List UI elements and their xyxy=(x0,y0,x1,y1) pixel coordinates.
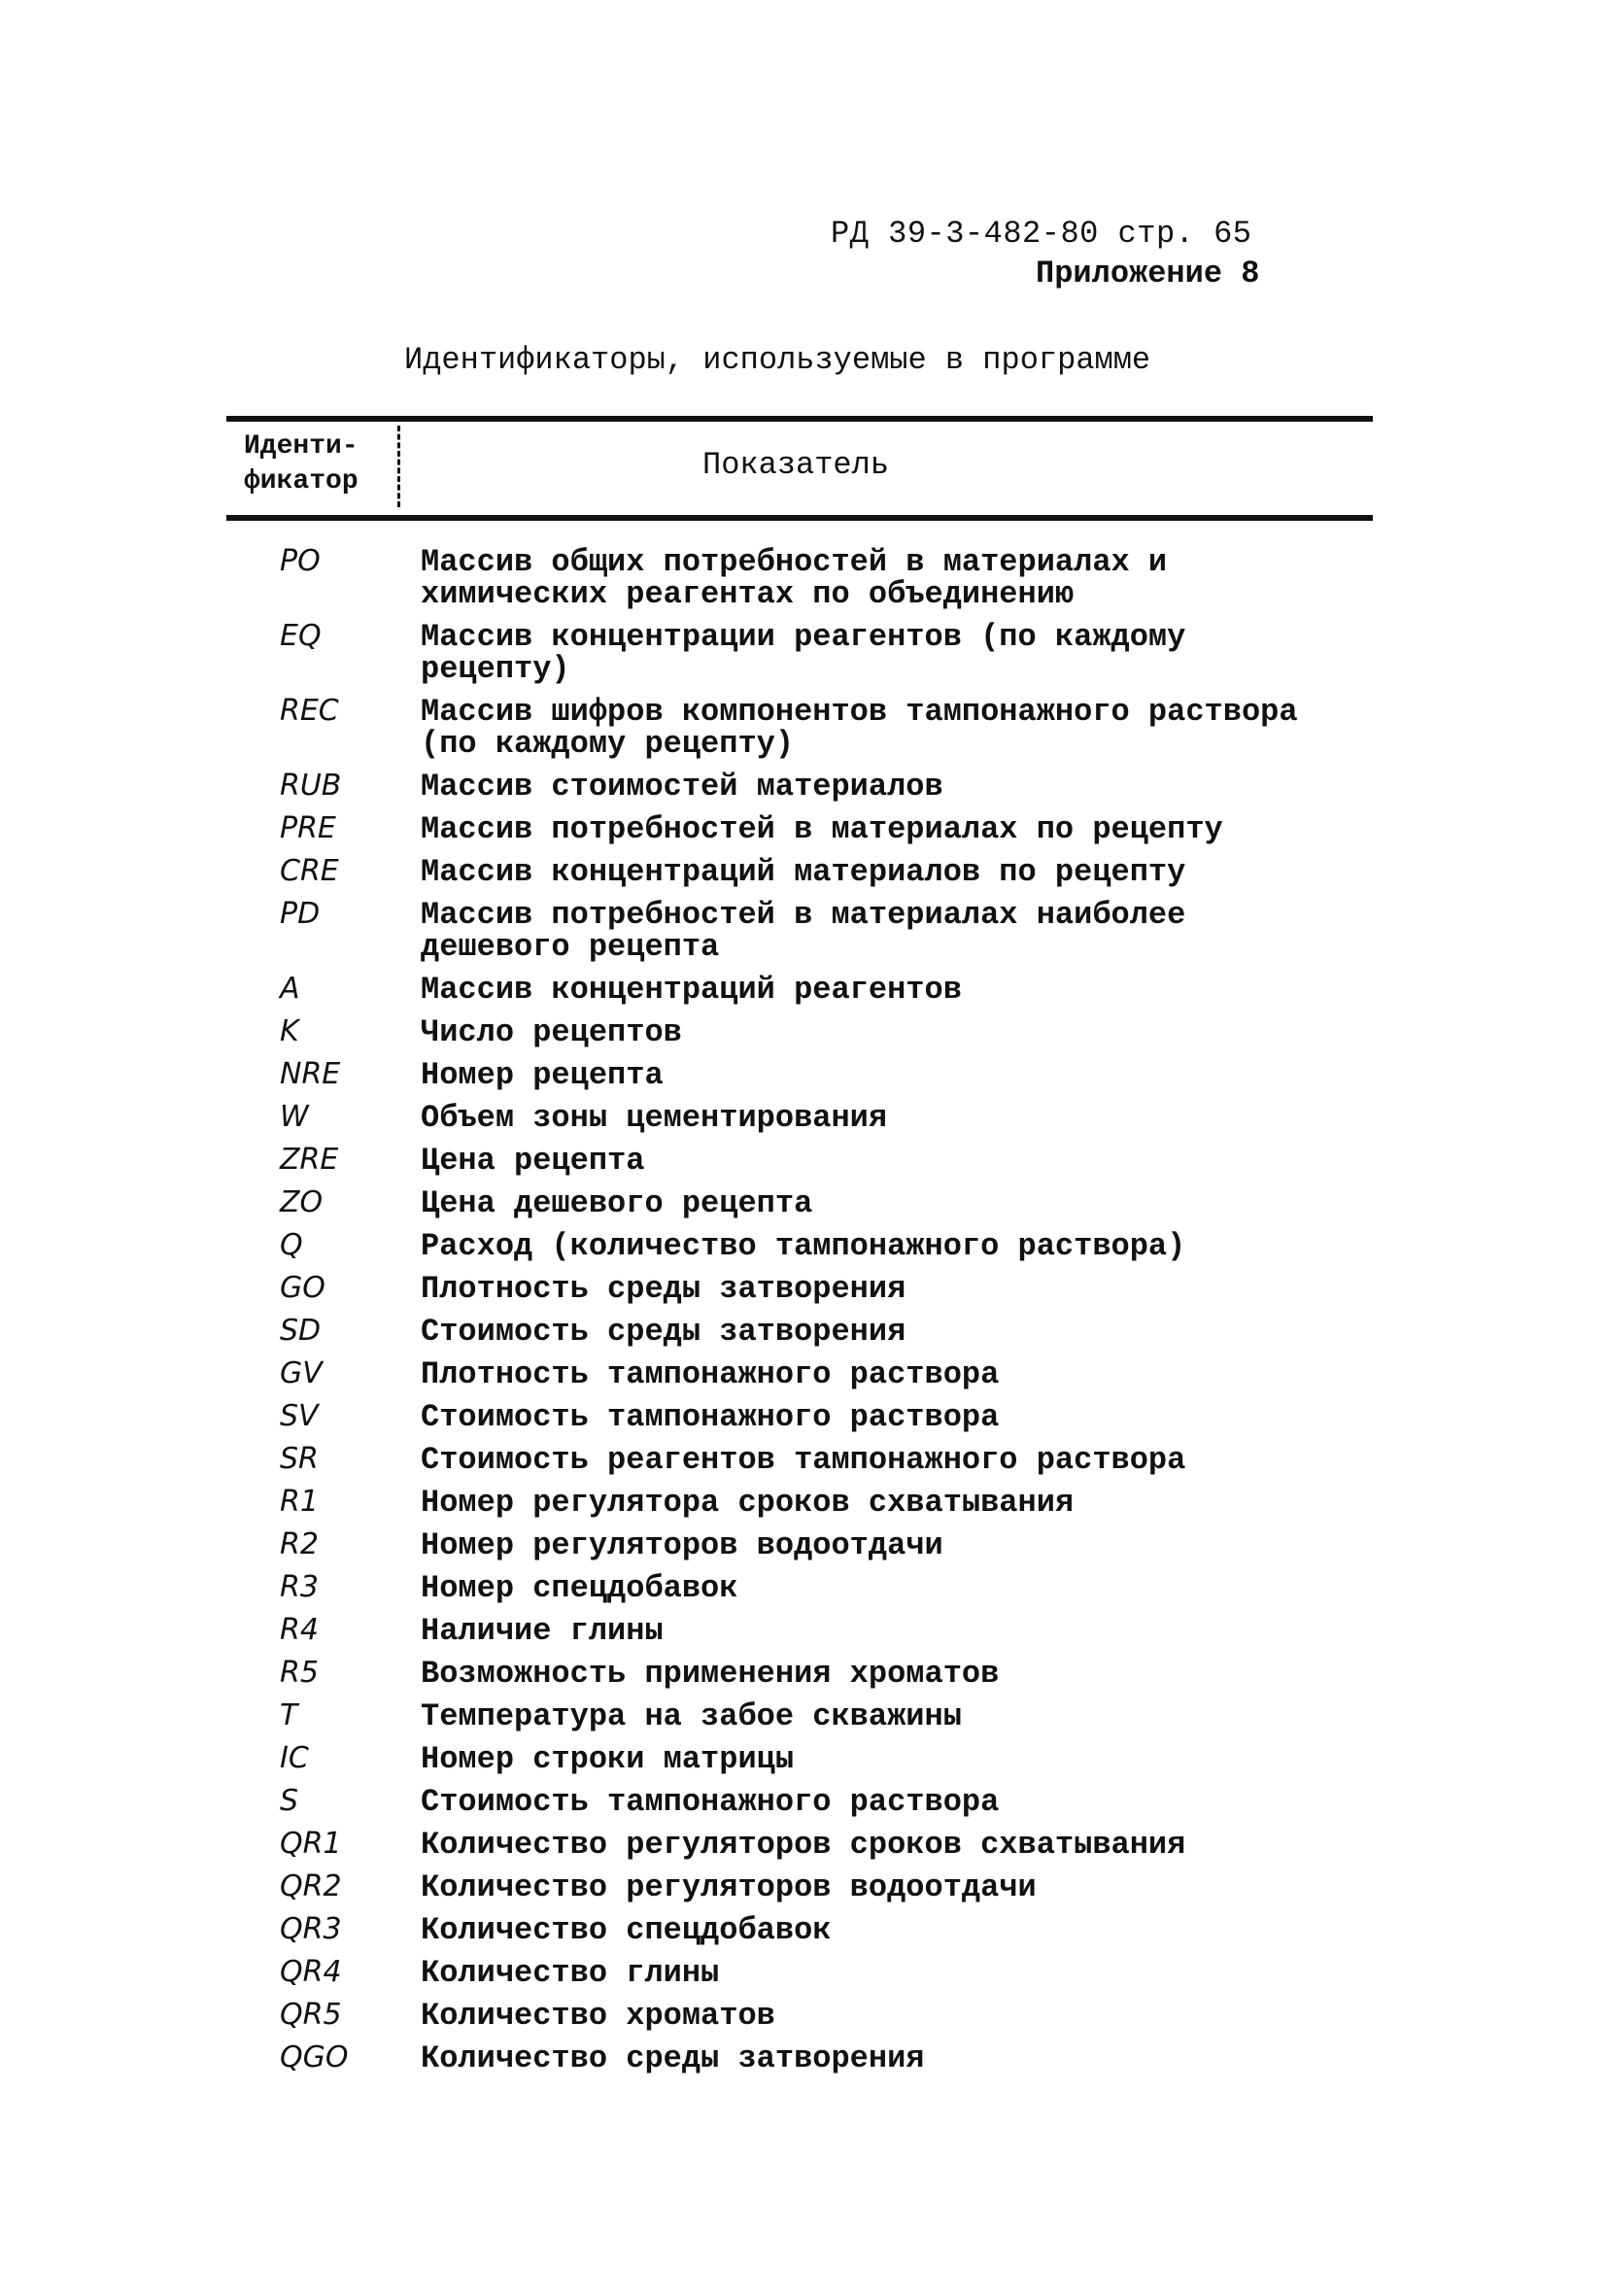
table-row xyxy=(226,1310,1373,1353)
table-row xyxy=(226,1353,1373,1395)
indicator-cell: Массив концентрации реагентов (по каждому рецепту) xyxy=(421,619,1186,687)
table-row xyxy=(226,1096,1373,1139)
table-row xyxy=(226,1011,1373,1053)
table-row xyxy=(226,1823,1373,1866)
identifier-cell: R1 xyxy=(280,1485,319,1519)
indicator-cell: Номер регулятора сроков схватывания xyxy=(421,1485,1075,1521)
table-row xyxy=(226,1866,1373,1908)
identifier-cell: EQ xyxy=(280,619,322,653)
appendix-label: Приложение 8 xyxy=(1036,256,1260,291)
table-row xyxy=(226,1139,1373,1182)
table-row xyxy=(226,1395,1373,1438)
column-header-indicator: Показатель xyxy=(702,447,890,483)
table-header xyxy=(226,416,1373,521)
table-row xyxy=(226,690,1373,765)
table-row xyxy=(226,1481,1373,1524)
table-row xyxy=(226,1652,1373,1695)
table-row xyxy=(226,968,1373,1011)
identifier-cell: R4 xyxy=(280,1613,319,1647)
identifier-cell: SV xyxy=(280,1399,319,1433)
identifier-cell: K xyxy=(280,1014,299,1048)
indicator-cell: Число рецептов xyxy=(421,1014,682,1050)
indicator-cell: Количество спецдобавок xyxy=(421,1912,832,1948)
identifier-cell: R3 xyxy=(280,1570,319,1604)
identifier-cell: SR xyxy=(280,1442,319,1476)
indicator-cell: Температура на забое скважины xyxy=(421,1698,962,1734)
column-header-identifier-line-2: фикатор xyxy=(244,466,359,497)
identifier-cell: QR5 xyxy=(280,1998,342,2032)
table-row xyxy=(226,1951,1373,1994)
table-body xyxy=(226,540,1373,2079)
identifier-cell: QR4 xyxy=(280,1955,342,1989)
identifier-cell: QR2 xyxy=(280,1869,342,1903)
identifier-cell: QR3 xyxy=(280,1912,342,1946)
identifier-cell: IC xyxy=(280,1741,309,1775)
table-row xyxy=(226,1609,1373,1652)
identifier-cell: NRE xyxy=(280,1057,341,1091)
indicator-cell: Плотность среды затворения xyxy=(421,1271,906,1307)
indicator-cell: Номер строки матрицы xyxy=(421,1741,795,1777)
identifier-cell: GV xyxy=(280,1356,323,1390)
table-row xyxy=(226,615,1373,690)
table-row xyxy=(226,1053,1373,1096)
table-row xyxy=(226,850,1373,893)
indicator-cell: Номер спецдобавок xyxy=(421,1570,738,1606)
indicator-cell: Номер рецепта xyxy=(421,1057,664,1093)
indicator-cell: Возможность применения хроматов xyxy=(421,1656,1000,1692)
table-row xyxy=(226,1737,1373,1780)
identifier-cell: QR1 xyxy=(280,1827,342,1861)
table-row xyxy=(226,1182,1373,1224)
indicator-cell: Стоимость тампонажного раствора xyxy=(421,1784,1000,1820)
identifier-cell: A xyxy=(280,972,300,1006)
identifier-cell: Q xyxy=(280,1228,303,1262)
identifier-cell: PD xyxy=(280,897,321,931)
table-row xyxy=(226,893,1373,968)
column-separator xyxy=(397,426,400,507)
identifier-cell: CRE xyxy=(280,854,339,888)
table-row xyxy=(226,1438,1373,1481)
identifiers-table xyxy=(226,416,1373,2079)
table-row xyxy=(226,1267,1373,1310)
indicator-cell: Номер регуляторов водоотдачи xyxy=(421,1527,943,1563)
identifier-cell: W xyxy=(280,1100,309,1134)
indicator-cell: Массив концентраций реагентов xyxy=(421,972,962,1008)
identifier-cell: GO xyxy=(280,1271,325,1305)
indicator-cell: Объем зоны цементирования xyxy=(421,1100,888,1136)
indicator-cell: Массив общих потребностей в материалах и химических реагентах по объединению xyxy=(421,544,1168,612)
identifier-cell: REC xyxy=(280,694,339,728)
indicator-cell: Стоимость тампонажного раствора xyxy=(421,1399,1000,1435)
identifier-cell: ZRE xyxy=(280,1143,339,1177)
indicator-cell: Массив стоимостей материалов xyxy=(421,769,943,805)
indicator-cell: Массив концентраций материалов по рецепту xyxy=(421,854,1186,890)
indicator-cell: Количество глины xyxy=(421,1955,720,1991)
document-reference: РД 39-3-482-80 стр. 65 xyxy=(831,216,1252,252)
table-row xyxy=(226,2037,1373,2079)
column-header-identifier-line-1: Иденти- xyxy=(244,431,359,462)
identifier-cell: SD xyxy=(280,1314,322,1348)
table-row xyxy=(226,807,1373,850)
table-row xyxy=(226,1524,1373,1566)
indicator-cell: Плотность тампонажного раствора xyxy=(421,1356,1000,1392)
indicator-cell: Количество хроматов xyxy=(421,1998,775,2034)
indicator-cell: Стоимость среды затворения xyxy=(421,1314,906,1350)
identifier-cell: RUB xyxy=(280,769,342,803)
indicator-cell: Цена дешевого рецепта xyxy=(421,1185,813,1221)
table-row xyxy=(226,1224,1373,1267)
indicator-cell: Количество регуляторов сроков схватывания xyxy=(421,1827,1186,1863)
identifier-cell: ZO xyxy=(280,1185,324,1219)
page-title: Идентификаторы, используемые в программе xyxy=(404,342,1151,378)
identifier-cell: R2 xyxy=(280,1527,319,1561)
table-row xyxy=(226,1994,1373,2037)
indicator-cell: Стоимость реагентов тампонажного раствора xyxy=(421,1442,1186,1478)
identifier-cell: R5 xyxy=(280,1656,319,1690)
table-row xyxy=(226,1695,1373,1737)
identifier-cell: T xyxy=(280,1698,298,1732)
indicator-cell: Цена рецепта xyxy=(421,1143,645,1179)
identifier-cell: PO xyxy=(280,544,321,578)
table-row xyxy=(226,1780,1373,1823)
table-row xyxy=(226,1908,1373,1951)
indicator-cell: Расход (количество тампонажного раствора) xyxy=(421,1228,1186,1264)
indicator-cell: Массив потребностей в материалах по рецепту xyxy=(421,811,1223,847)
table-row xyxy=(226,540,1373,615)
identifier-cell: PRE xyxy=(280,811,336,845)
identifier-cell: S xyxy=(280,1784,299,1818)
column-header-identifier xyxy=(244,429,409,499)
indicator-cell: Массив шифров компонентов тампонажного раствора (по каждому рецепту) xyxy=(421,694,1298,762)
indicator-cell: Наличие глины xyxy=(421,1613,664,1649)
indicator-cell: Массив потребностей в материалах наиболее дешевого рецепта xyxy=(421,897,1186,965)
indicator-cell: Количество регуляторов водоотдачи xyxy=(421,1869,1037,1905)
indicator-cell: Количество среды затворения xyxy=(421,2040,925,2076)
identifier-cell: QGO xyxy=(280,2040,349,2074)
table-row xyxy=(226,1566,1373,1609)
table-row xyxy=(226,765,1373,807)
